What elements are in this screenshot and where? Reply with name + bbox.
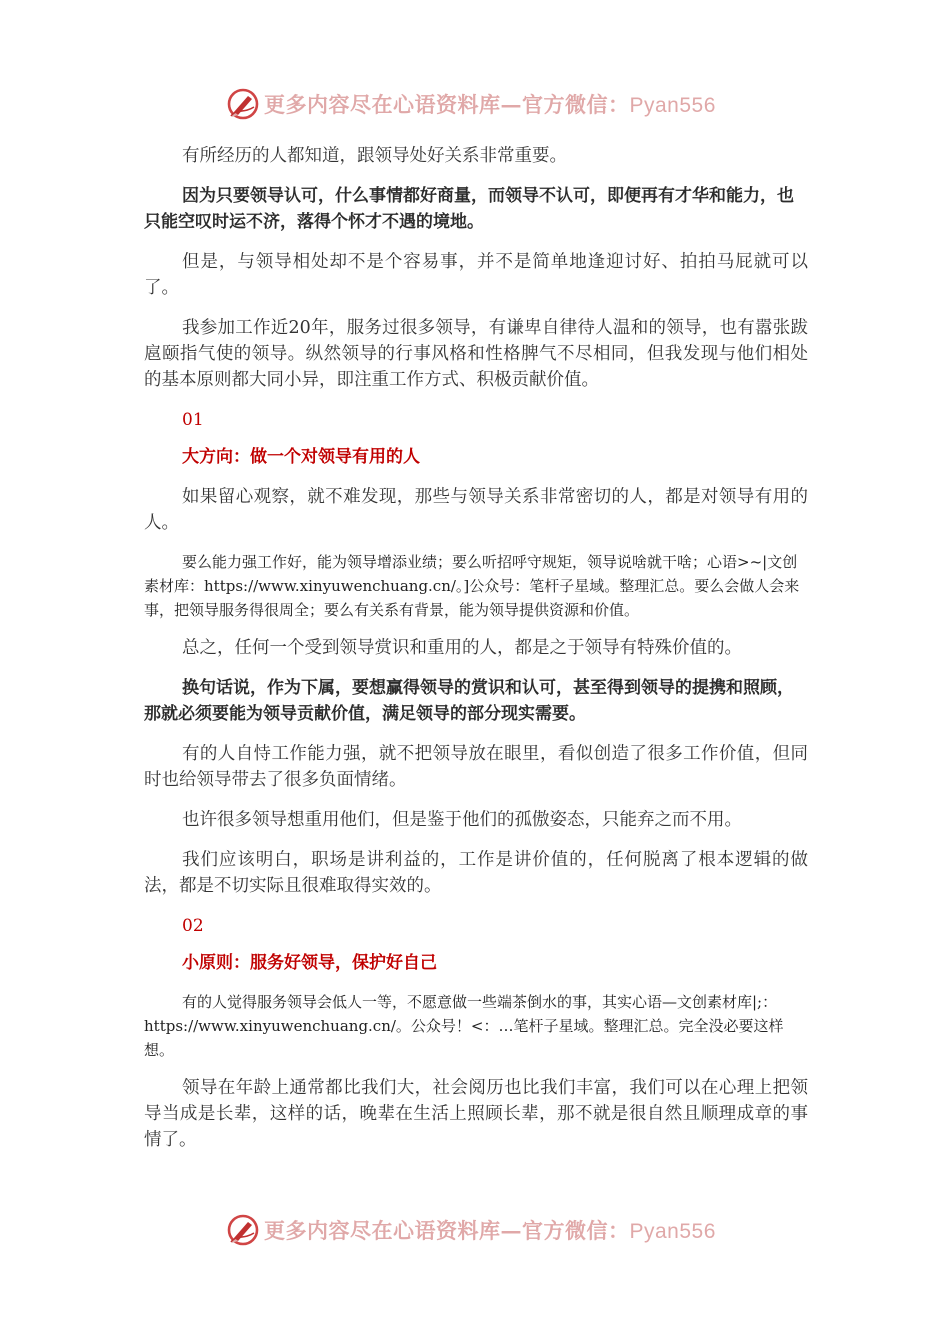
paragraph-4: 我参加工作近20年，服务过很多领导，有谦卑自律待人温和的领导，也有嚣张跋扈颐指气使的领导。纵然领导的行事风格和性格脾气不尽相同，但我发现与他们相处的基本原则都大同小异，即注重工作方式、积极贡献价值。 bbox=[144, 318, 808, 390]
paragraph-3: 但是，与领导相处却不是个容易事，并不是简单地逢迎讨好、拍拍马屁就可以了。 bbox=[144, 252, 808, 298]
paragraph-11: 我们应该明白，职场是讲利益的，工作是讲价值的，任何脱离了根本逻辑的做法，都是不切实际且很难取得实效的。 bbox=[144, 850, 808, 896]
pen-logo-icon bbox=[226, 1213, 260, 1247]
paragraph-6-small: 要么能力强工作好，能为领导增添业绩；要么听招呼守规矩，领导说啥就干啥；心语>~|文创素材库：https://www.xinyuwenchuang.cn/。]公众号：笔杆子星域。整理汇总。要么会做人会来事，把领导服务得很周全；要么有关系有背景，能为领导提供资源和价值。 bbox=[144, 553, 800, 619]
section-2-number: 02 bbox=[182, 916, 204, 936]
article-body bbox=[144, 143, 808, 1167]
footer-banner bbox=[0, 1210, 950, 1250]
paragraph-9: 有的人自恃工作能力强，就不把领导放在眼里，看似创造了很多工作价值，但同时也给领导带去了很多负面情绪。 bbox=[144, 744, 808, 790]
paragraph-7: 总之，任何一个受到领导赏识和重用的人，都是之于领导有特殊价值的。 bbox=[182, 638, 742, 658]
paragraph-5: 如果留心观察，就不难发现，那些与领导关系非常密切的人，都是对领导有用的人。 bbox=[144, 487, 808, 533]
paragraph-8-bold: 换句话说，作为下属，要想赢得领导的赏识和认可，甚至得到领导的提携和照顾，那就必须要能为领导贡献价值，满足领导的部分现实需要。 bbox=[144, 678, 794, 724]
footer-banner-text: 更多内容尽在心语资料库—官方微信：Pyan556 bbox=[264, 1218, 716, 1243]
paragraph-10: 也许很多领导想重用他们，但是鉴于他们的孤傲姿态，只能弃之而不用。 bbox=[182, 810, 742, 830]
section-1-number: 01 bbox=[182, 410, 204, 430]
section-2-title: 小原则：服务好领导，保护好自己 bbox=[182, 953, 437, 973]
section-1-title: 大方向：做一个对领导有用的人 bbox=[182, 447, 420, 467]
header-wechat-id: Pyan556 bbox=[629, 94, 716, 117]
footer-wechat-id: Pyan556 bbox=[629, 1220, 716, 1243]
header-banner-text: 更多内容尽在心语资料库—官方微信：Pyan556 bbox=[264, 92, 716, 117]
paragraph-1: 有所经历的人都知道，跟领导处好关系非常重要。 bbox=[182, 146, 567, 166]
paragraph-2-bold: 因为只要领导认可，什么事情都好商量，而领导不认可，即便再有才华和能力，也只能空叹时运不济，落得个怀才不遇的境地。 bbox=[144, 186, 794, 232]
pen-logo-icon bbox=[226, 87, 260, 121]
paragraph-12-small: 有的人觉得服务领导会低人一等，不愿意做一些端茶倒水的事，其实心语—文创素材库|;：https://www.xinyuwenchuang.cn/。公众号！<：…笔杆子星域。整理汇总。完全没必要这样想。 bbox=[144, 993, 784, 1059]
paragraph-13: 领导在年龄上通常都比我们大，社会阅历也比我们丰富，我们可以在心理上把领导当成是长辈，这样的话，晚辈在生活上照顾长辈，那不就是很自然且顺理成章的事情了。 bbox=[144, 1078, 808, 1150]
header-banner bbox=[0, 84, 950, 124]
